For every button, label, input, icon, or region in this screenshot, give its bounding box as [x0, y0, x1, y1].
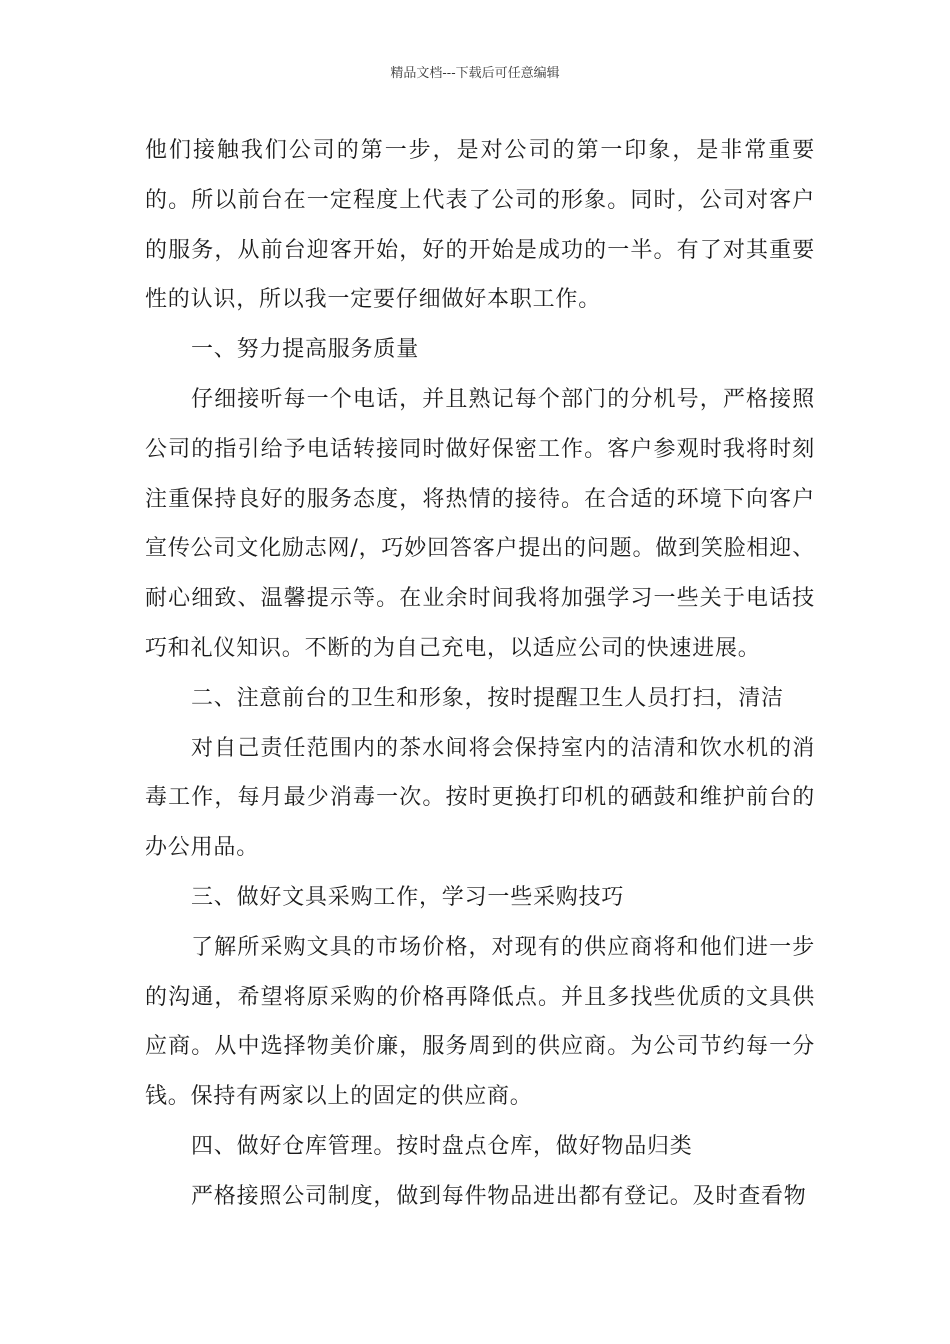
paragraph-warehouse: 严格接照公司制度，做到每件物品进出都有登记。及时查看物	[191, 1183, 807, 1209]
section-heading-3: 三、做好文具采购工作，学习一些采购技巧	[191, 884, 625, 910]
paragraph-intro-continued: 他们接触我们公司的第一步，是对公司的第一印象，是非常重要的。所以前台在一定程度上代表了公司的形象。同时，公司对客户的服务，从前台迎客开始，好的开始是成功的一半。有了对其重要性的认识，所以我一定要仔细做好本职工作。	[145, 138, 815, 313]
section-heading-1: 一、努力提高服务质量	[191, 337, 420, 363]
document-body	[145, 126, 815, 1222]
page-header: 精品文档---下载后可任意编辑	[390, 66, 560, 81]
paragraph-procurement: 了解所采购文具的市场价格，对现有的供应商将和他们进一步的沟通，希望将原采购的价格再降低点。并且多找些优质的文具供应商。从中选择物美价廉，服务周到的供应商。为公司节约每一分钱。保持有两家以上的固定的供应商。	[145, 934, 815, 1110]
paragraph-service-quality: 仔细接听每一个电话，并且熟记每个部门的分机号，严格接照公司的指引给予电话转接同时做好保密工作。客户参观时我将时刻注重保持良好的服务态度，将热情的接待。在合适的环境下向客户宣传公司文化励志网/，巧妙回答客户提出的问题。做到笑脸相迎、耐心细致、温馨提示等。在业余时间我将加强学习一些关于电话技巧和礼仪知识。不断的为自己充电，以适应公司的快速进展。	[145, 386, 815, 661]
section-heading-4: 四、做好仓库管理。按时盘点仓库，做好物品归类	[191, 1133, 693, 1159]
paragraph-hygiene: 对自己责任范围内的茶水间将会保持室内的洁清和饮水机的消毒工作，每月最少消毒一次。按时更换打印机的硒鼓和维护前台的办公用品。	[145, 735, 815, 861]
section-heading-2: 二、注意前台的卫生和形象，按时提醒卫生人员打扫，清洁	[191, 685, 784, 711]
